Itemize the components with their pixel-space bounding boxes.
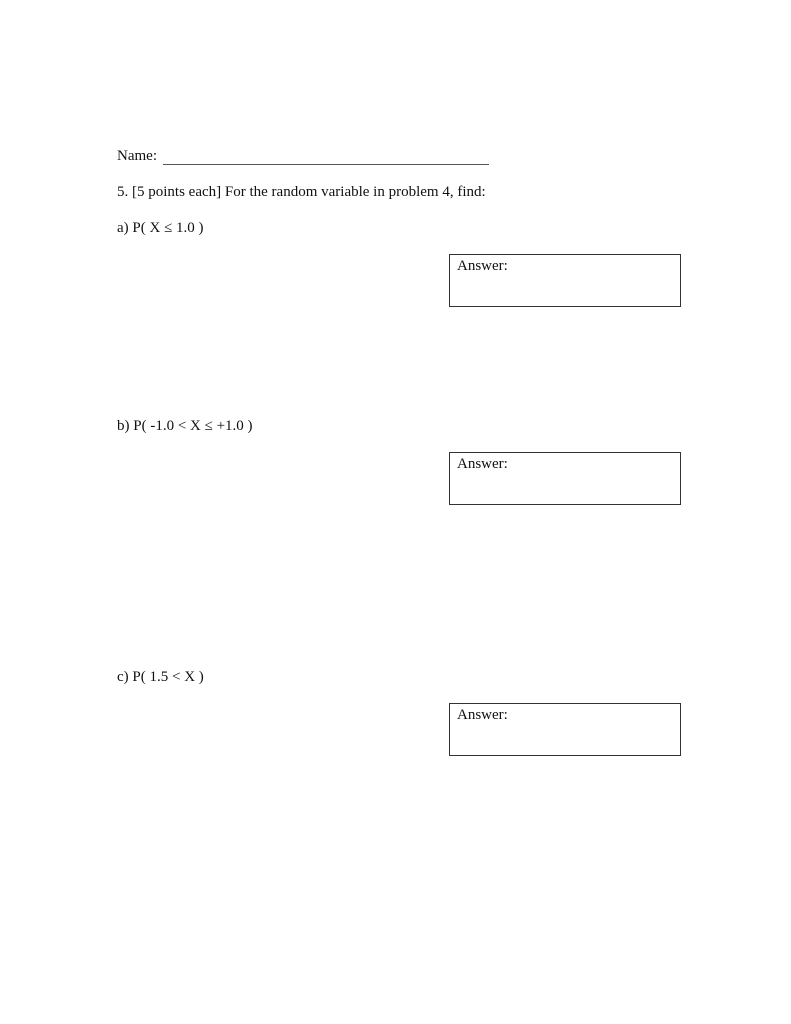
problem-points: [5 points each]	[132, 184, 222, 200]
problem-number: 5.	[117, 184, 129, 200]
name-label: Name:	[117, 148, 157, 164]
part-a-question: a) P( X ≤ 1.0 )	[117, 220, 204, 236]
name-row	[117, 147, 489, 165]
part-c-answer-label: Answer:	[457, 707, 508, 723]
part-c-answer-box[interactable]	[449, 703, 681, 756]
part-b-question: b) P( -1.0 < X ≤ +1.0 )	[117, 418, 253, 434]
problem-statement	[117, 183, 486, 201]
name-blank[interactable]	[163, 150, 489, 165]
part-b-answer-label: Answer:	[457, 456, 508, 472]
part-a-answer-box[interactable]	[449, 254, 681, 307]
problem-prompt: For the random variable in problem 4, find:	[224, 184, 486, 200]
part-a-answer-label: Answer:	[457, 258, 508, 274]
part-c-question: c) P( 1.5 < X )	[117, 669, 204, 685]
part-b-answer-box[interactable]	[449, 452, 681, 505]
